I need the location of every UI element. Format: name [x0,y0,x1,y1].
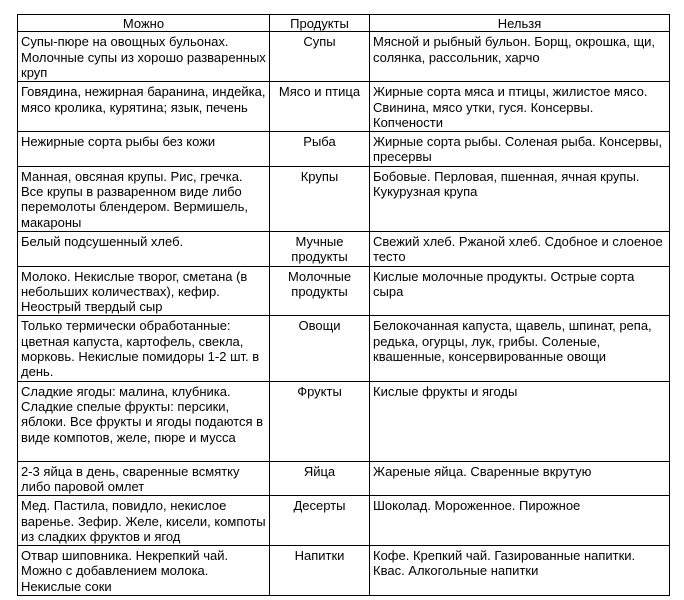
table-row [18,316,670,381]
product-cell: Крупы [270,166,370,231]
forbidden-cell: Мясной и рыбный бульон. Борщ, окрошка, щи, солянка, рассольник, харчо [370,32,670,82]
header-forbidden: Нельзя [370,15,670,32]
forbidden-cell: Кофе. Крепкий чай. Газированные напитки. Квас. Алкогольные напитки [370,546,670,596]
product-cell: Мучные продукты [270,231,370,266]
table-row [18,132,670,167]
forbidden-cell: Жареные яйца. Сваренные вкрутую [370,461,670,496]
table-row [18,166,670,231]
product-cell: Фрукты [270,381,370,461]
allowed-cell: Отвар шиповника. Некрепкий чай. Можно с добавлением молока. Некислые соки [18,546,270,596]
product-cell: Молочные продукты [270,266,370,316]
header-products: Продукты [270,15,370,32]
allowed-cell: Только термически обработанные: цветная капуста, картофель, свекла, морковь. Некислые помидоры 1-2 шт. в день. [18,316,270,381]
forbidden-cell: Кислые молочные продукты. Острые сорта сыра [370,266,670,316]
product-cell: Десерты [270,496,370,546]
product-cell: Мясо и птица [270,82,370,132]
product-cell: Рыба [270,132,370,167]
header-allowed: Можно [18,15,270,32]
product-cell: Овощи [270,316,370,381]
allowed-cell: Говядина, нежирная баранина, индейка, мясо кролика, курятина; язык, печень [18,82,270,132]
forbidden-cell: Кислые фрукты и ягоды [370,381,670,461]
table-row [18,231,670,266]
forbidden-cell: Свежий хлеб. Ржаной хлеб. Сдобное и слоеное тесто [370,231,670,266]
allowed-cell: Мед. Пастила, повидло, некислое варенье. Зефир. Желе, кисели, компоты из сладких фруктов и ягод [18,496,270,546]
table-row [18,546,670,596]
diet-table [17,14,670,596]
table-row [18,461,670,496]
product-cell: Супы [270,32,370,82]
forbidden-cell: Жирные сорта мяса и птицы, жилистое мясо. Свинина, мясо утки, гуся. Консервы. Копчености [370,82,670,132]
allowed-cell: Сладкие ягоды: малина, клубника. Сладкие спелые фрукты: персики, яблоки. Все фрукты и ягоды подаются в виде компотов, желе, пюре и мусса [18,381,270,461]
table-header-row [18,15,670,32]
allowed-cell: Супы-пюре на овощных бульонах. Молочные супы из хорошо разваренных круп [18,32,270,82]
allowed-cell: Белый подсушенный хлеб. [18,231,270,266]
forbidden-cell: Жирные сорта рыбы. Соленая рыба. Консервы, пресервы [370,132,670,167]
allowed-cell: 2-3 яйца в день, сваренные всмятку либо паровой омлет [18,461,270,496]
allowed-cell: Молоко. Некислые творог, сметана (в небольших количествах), кефир. Неострый твердый сыр [18,266,270,316]
table-row [18,32,670,82]
allowed-cell: Нежирные сорта рыбы без кожи [18,132,270,167]
forbidden-cell: Бобовые. Перловая, пшенная, ячная крупы. Кукурузная крупа [370,166,670,231]
table-row [18,82,670,132]
product-cell: Напитки [270,546,370,596]
forbidden-cell: Шоколад. Мороженное. Пирожное [370,496,670,546]
allowed-cell: Манная, овсяная крупы. Рис, гречка. Все крупы в разваренном виде либо перемолоты блендером. Вермишель, макароны [18,166,270,231]
table-row [18,266,670,316]
table-row [18,381,670,461]
table-row [18,496,670,546]
product-cell: Яйца [270,461,370,496]
forbidden-cell: Белокочанная капуста, щавель, шпинат, репа, редька, огурцы, лук, грибы. Соленые, квашенные, консервированные овощи [370,316,670,381]
